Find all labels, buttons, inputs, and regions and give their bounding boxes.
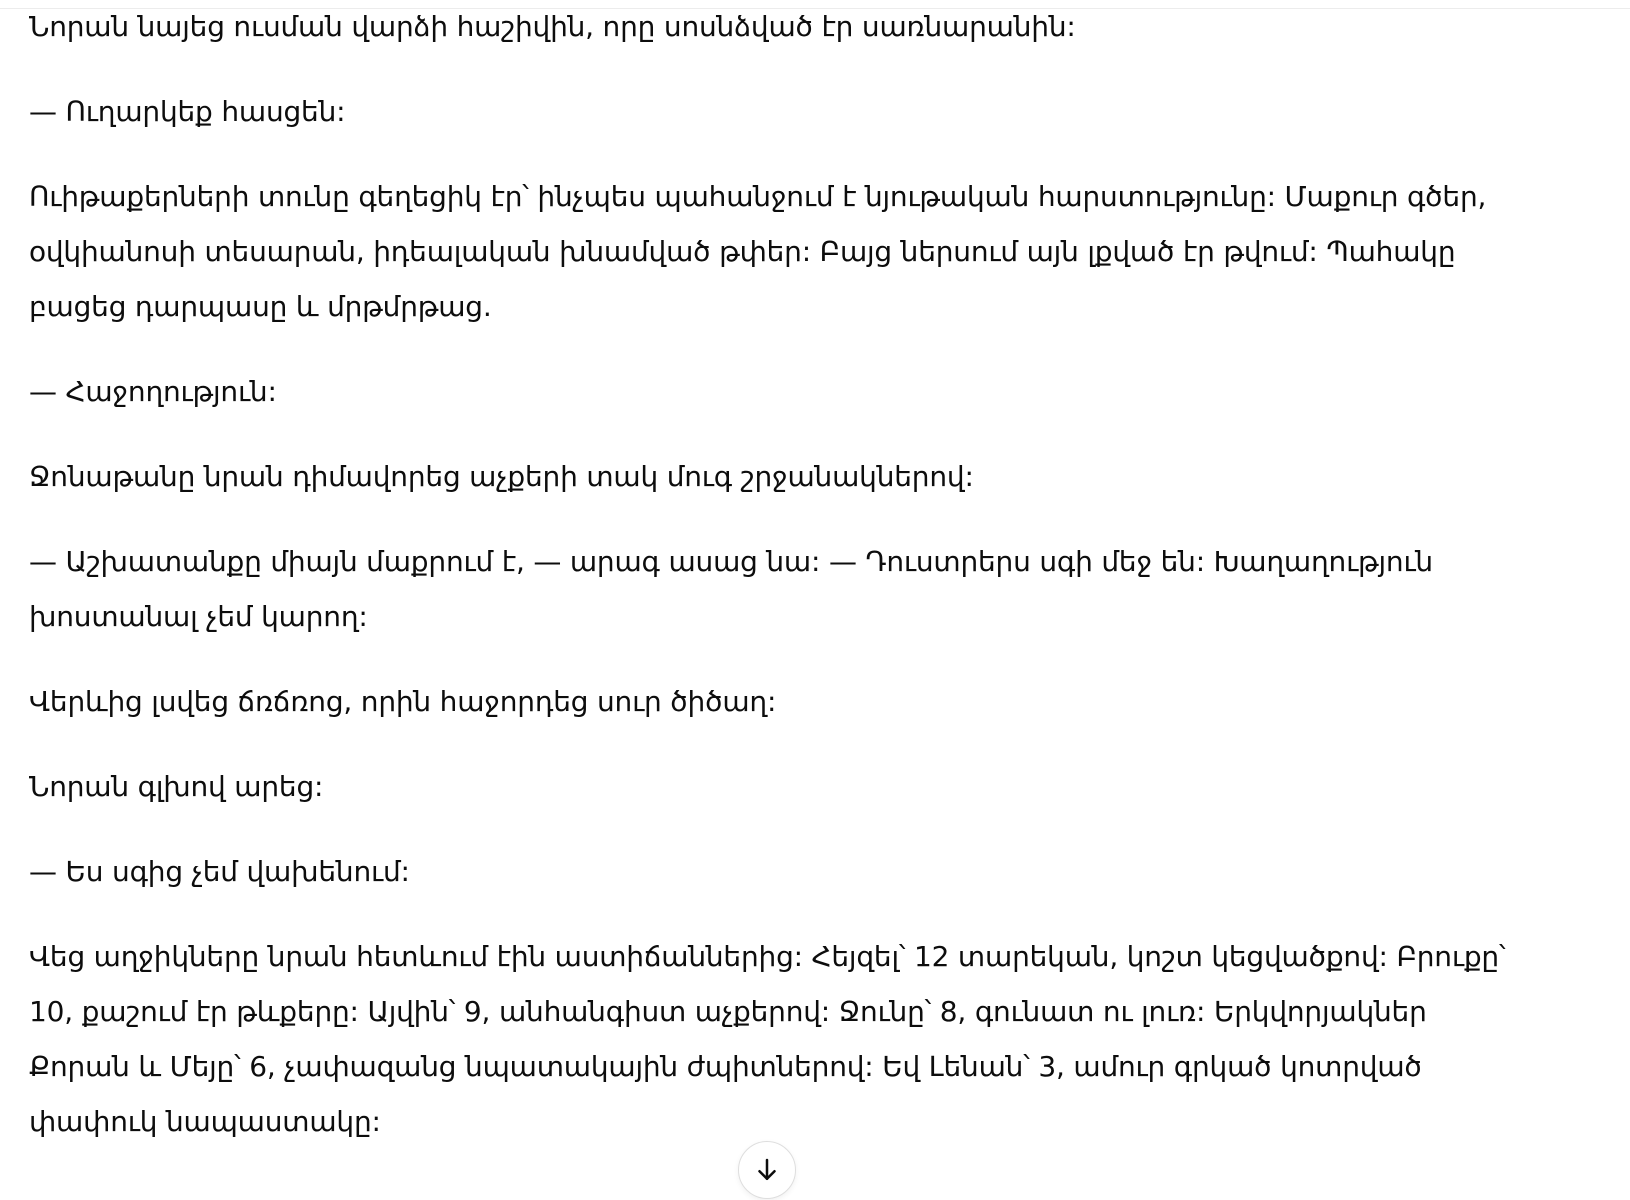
paragraph bbox=[29, 449, 1589, 504]
paragraph bbox=[29, 364, 1589, 419]
text-line: Ջոնաթանը նրան դիմավորեց աչքերի տակ մուգ շրջանակներով: bbox=[29, 460, 974, 493]
paragraph bbox=[29, 534, 1589, 644]
text-line: փափուկ նապաստակը: bbox=[29, 1105, 381, 1138]
text-line: Վեց աղջիկները նրան հետևում էին աստիճաններից: Հեյզել՝ 12 տարեկան, կոշտ կեցվածքով: Բրուքը՝ bbox=[29, 940, 1506, 973]
paragraph bbox=[29, 0, 1589, 54]
text-line: Նորան գլխով արեց: bbox=[29, 770, 324, 803]
paragraph bbox=[29, 929, 1589, 1149]
text-line: խոստանալ չեմ կարող: bbox=[29, 600, 368, 633]
text-line: Վերևից լսվեց ճռճռոց, որին հաջորդեց սուր ծիծաղ: bbox=[29, 685, 777, 718]
text-line: օվկիանոսի տեսարան, իդեալական խնամված թփեր: Բայց ներսում այն լքված էր թվում: Պահակը bbox=[29, 235, 1456, 268]
paragraph bbox=[29, 84, 1589, 139]
text-line: բացեց դարպասը և մրթմրթաց. bbox=[29, 290, 492, 323]
text-line: Նորան նայեց ուսման վարձի հաշիվին, որը սոսնձված էր սառնարանին: bbox=[29, 10, 1076, 43]
paragraph bbox=[29, 674, 1589, 729]
scroll-to-bottom-button[interactable] bbox=[738, 1141, 796, 1199]
paragraph bbox=[29, 844, 1589, 899]
text-line: — Ուղարկեք հասցեն: bbox=[29, 95, 346, 128]
message-content bbox=[29, 0, 1589, 1149]
text-line: 10, քաշում էր թևքերը: Այվին՝ 9, անհանգիստ աչքերով: Ջունը՝ 8, գունատ ու լուռ: Երկվորյակներ bbox=[29, 995, 1427, 1028]
arrow-down-icon bbox=[752, 1155, 782, 1185]
paragraph bbox=[29, 169, 1589, 334]
paragraph bbox=[29, 759, 1589, 814]
text-line: — Աշխատանքը միայն մաքրում է, — արագ ասաց նա: — Դուստրերս սգի մեջ են: Խաղաղություն bbox=[29, 545, 1433, 578]
text-line: — Ես սգից չեմ վախենում: bbox=[29, 855, 410, 888]
text-line: — Հաջողություն: bbox=[29, 375, 277, 408]
text-line: Քորան և Մեյը՝ 6, չափազանց նպատակային ժպիտներով: Եվ Լենան՝ 3, ամուր գրկած կոտրված bbox=[29, 1050, 1422, 1083]
text-line: Ուիթաքերների տունը գեղեցիկ էր՝ ինչպես պահանջում է նյութական հարստությունը: Մաքուր գծեր, bbox=[29, 180, 1487, 213]
